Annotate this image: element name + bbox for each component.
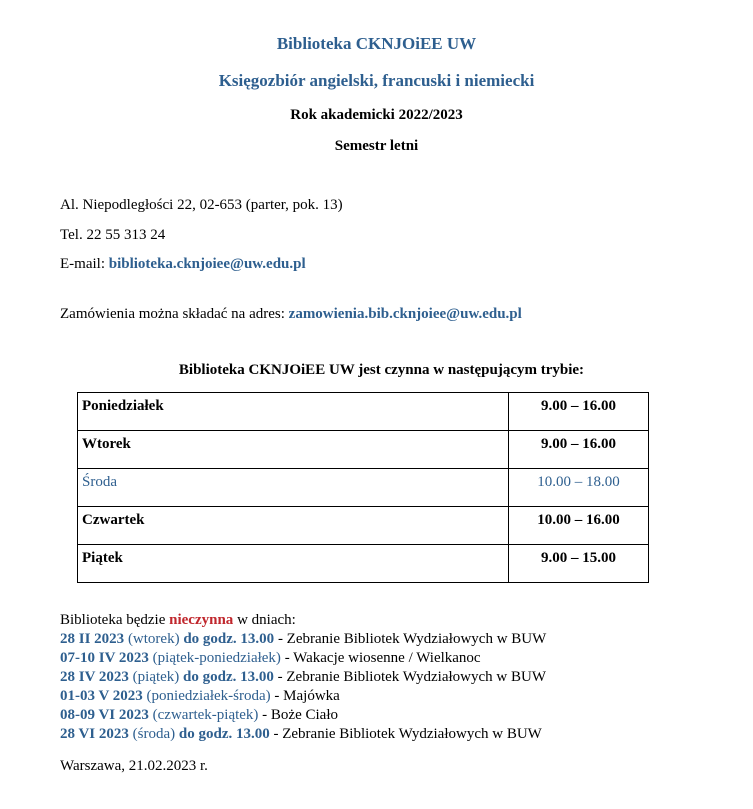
list-item [60, 725, 546, 744]
time-cell: 9.00 – 15.00 [509, 545, 649, 583]
time-cell: 9.00 – 16.00 [509, 431, 649, 469]
closures-intro-after: w dniach: [233, 612, 296, 628]
list-item [60, 706, 546, 725]
day-cell: Poniedziałek [78, 393, 509, 431]
closure-reason: - Zebranie Bibliotek Wydziałowych w BUW [269, 726, 542, 742]
orders-line [60, 306, 522, 323]
closure-reason: - Boże Ciało [258, 707, 338, 723]
table-row [78, 545, 649, 583]
table-row [78, 469, 649, 507]
hours-heading: Biblioteka CKNJOiEE UW jest czynna w następującym trybie: [178, 362, 585, 378]
closure-until: do godz. 13.00 [175, 726, 270, 742]
closure-reason: - Wakacje wiosenne / Wielkanoc [280, 650, 481, 666]
email-label: E-mail: [60, 256, 109, 272]
day-cell: Środa [78, 469, 509, 507]
day-cell: Wtorek [78, 431, 509, 469]
time-cell: 9.00 – 16.00 [509, 393, 649, 431]
closure-date: 08-09 VI 2023 [60, 707, 149, 723]
closure-weekday: (piątek) [128, 669, 180, 685]
closure-reason: - Zebranie Bibliotek Wydziałowych w BUW [274, 631, 547, 647]
closure-date: 28 VI 2023 [60, 726, 129, 742]
list-item [60, 687, 546, 706]
orders-label: Zamówienia można składać na adres: [60, 306, 289, 322]
closure-weekday: (środa) [128, 726, 176, 742]
closure-date: 28 IV 2023 [60, 669, 129, 685]
table-row [78, 431, 649, 469]
closure-date: 28 II 2023 [60, 631, 125, 647]
time-cell: 10.00 – 18.00 [509, 469, 649, 507]
closure-until: do godz. 13.00 [179, 631, 275, 647]
closures-intro [60, 611, 546, 630]
address: Al. Niepodległości 22, 02-653 (parter, pok. 13) [60, 197, 343, 213]
table-row [78, 393, 649, 431]
phone: Tel. 22 55 313 24 [60, 227, 166, 243]
closures-section [60, 611, 546, 744]
place-date: Warszawa, 21.02.2023 r. [60, 758, 208, 774]
closure-date: 01-03 V 2023 [60, 688, 143, 704]
closed-highlight: nieczynna [169, 612, 234, 628]
list-item [60, 668, 546, 687]
closure-reason: - Majówka [270, 688, 340, 704]
orders-email-link[interactable]: zamowienia.bib.cknjoiee@uw.edu.pl [288, 306, 522, 322]
email-link[interactable]: biblioteka.cknjoiee@uw.edu.pl [108, 256, 306, 272]
opening-hours-table [77, 392, 649, 583]
collection-title: Księgozbiór angielski, francuski i niemiecki [218, 71, 535, 90]
closure-weekday: (poniedziałek-środa) [142, 688, 271, 704]
library-title: Biblioteka CKNJOiEE UW [276, 34, 477, 53]
day-cell: Czwartek [78, 507, 509, 545]
academic-year: Rok akademicki 2022/2023 [290, 107, 463, 123]
closure-weekday: (czwartek-piątek) [148, 707, 259, 723]
closure-date: 07-10 IV 2023 [60, 650, 149, 666]
time-cell: 10.00 – 16.00 [509, 507, 649, 545]
closure-until: do godz. 13.00 [179, 669, 274, 685]
email-line [60, 256, 306, 273]
closures-intro-before: Biblioteka będzie [60, 612, 170, 628]
closure-weekday: (piątek-poniedziałek) [148, 650, 281, 666]
closure-reason: - Zebranie Bibliotek Wydziałowych w BUW [273, 669, 546, 685]
list-item [60, 630, 546, 649]
closure-weekday: (wtorek) [124, 631, 180, 647]
table-row [78, 507, 649, 545]
list-item [60, 649, 546, 668]
day-cell: Piątek [78, 545, 509, 583]
semester: Semestr letni [334, 138, 419, 154]
